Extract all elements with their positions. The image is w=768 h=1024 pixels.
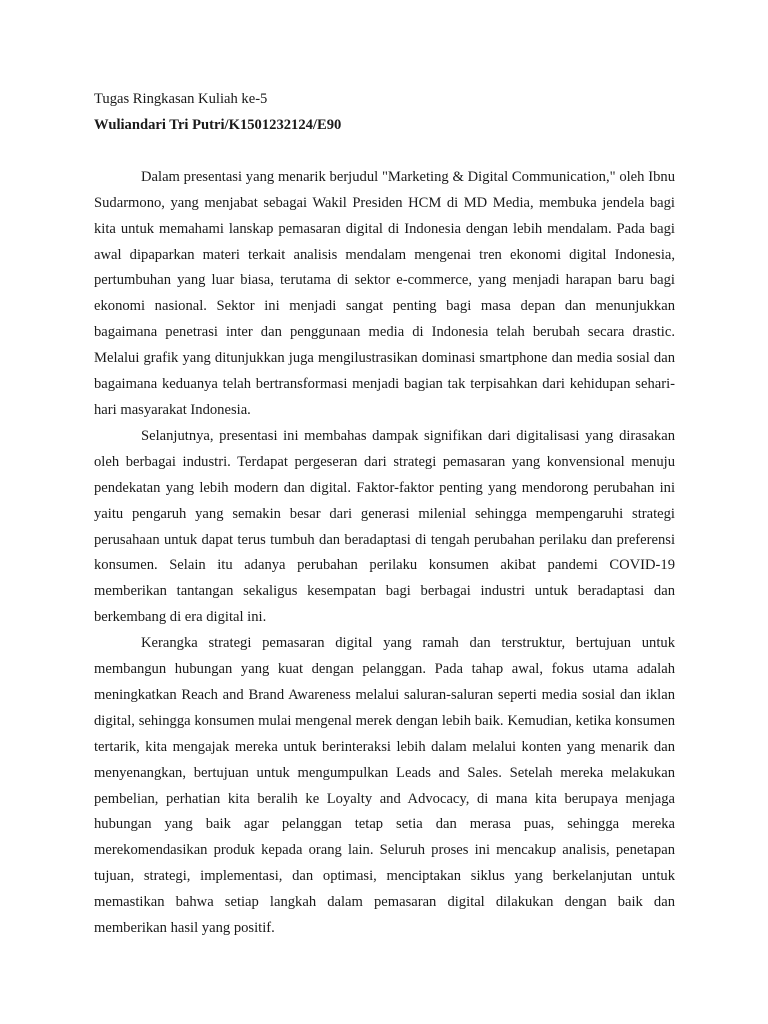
- paragraph-2: Selanjutnya, presentasi ini membahas dampak signifikan dari digitalisasi yang dirasakan oleh berbagai industri. Terdapat pergeseran dari strategi pemasaran yang konvensional menuju pendekatan yang lebih modern dan digital. Faktor-faktor penting yang mendorong perubahan ini yaitu pengaruh yang semakin besar dari generasi milenial sehingga mempengaruhi strategi perusahaan untuk dapat terus tumbuh dan beradaptasi di tengah perubahan perilaku dan preferensi konsumen. Selain itu adanya perubahan perilaku konsumen akibat pandemi COVID-19 memberikan tantangan sekaligus kesempatan bagi berbagai industri untuk beradaptasi dan berkembang di era digital ini.: [94, 427, 675, 626]
- blank-line: [94, 139, 675, 165]
- assignment-title: Tugas Ringkasan Kuliah ke-5: [94, 91, 268, 107]
- paragraph-1: Dalam presentasi yang menarik berjudul "Marketing & Digital Communication," oleh Ibnu Sudarmono, yang menjabat sebagai Wakil Presiden HCM di MD Media, membuka jendela bagi kita untuk memahami lanskap pemasaran digital di Indonesia dengan lebih mendalam. Pada bagi awal dipaparkan materi terkait analisis mendalam mengenai tren ekonomi digital Indonesia, pertumbuhan yang luar biasa, terutama di sektor e-commerce, yang menjadi harapan baru bagi ekonomi nasional. Sektor ini menjadi sangat penting bagi masa depan dan menunjukkan bagaimana penetrasi inter dan penggunaan media di Indonesia telah berubah secara drastic. Melalui grafik yang ditunjukkan juga mengilustrasikan dominasi smartphone dan media sosial dan bagaimana keduanya telah bertransformasi menjadi bagian tak terpisahkan dari kehidupan sehari-hari masyarakat Indonesia.: [94, 168, 675, 418]
- author-line: Wuliandari Tri Putri/K1501232124/E90: [94, 116, 342, 133]
- paragraph-3: Kerangka strategi pemasaran digital yang ramah dan terstruktur, bertujuan untuk membangun hubungan yang kuat dengan pelanggan. Pada tahap awal, fokus utama adalah meningkatkan Reach and Brand Awareness melalui saluran-saluran seperti media sosial dan iklan digital, sehingga konsumen mulai mengenal merek dengan lebih baik. Kemudian, ketika konsumen tertarik, kita mengajak mereka untuk berinteraksi lebih dalam melalui konten yang menarik dan menyenangkan, bertujuan untuk mengumpulkan Leads and Sales. Setelah mereka melakukan pembelian, perhatian kita beralih ke Loyalty and Advocacy, di mana kita berupaya menjaga hubungan yang baik agar pelanggan tetap setia dan merasa puas, sehingga mereka merekomendasikan produk kepada orang lain. Seluruh proses ini mencakup analisis, penetapan tujuan, strategi, implementasi, dan optimasi, menciptakan siklus yang berkelanjutan untuk memastikan bahwa setiap langkah dalam pemasaran digital dilakukan dengan baik dan memberikan hasil yang positif.: [94, 635, 675, 937]
- document-body: [94, 87, 675, 942]
